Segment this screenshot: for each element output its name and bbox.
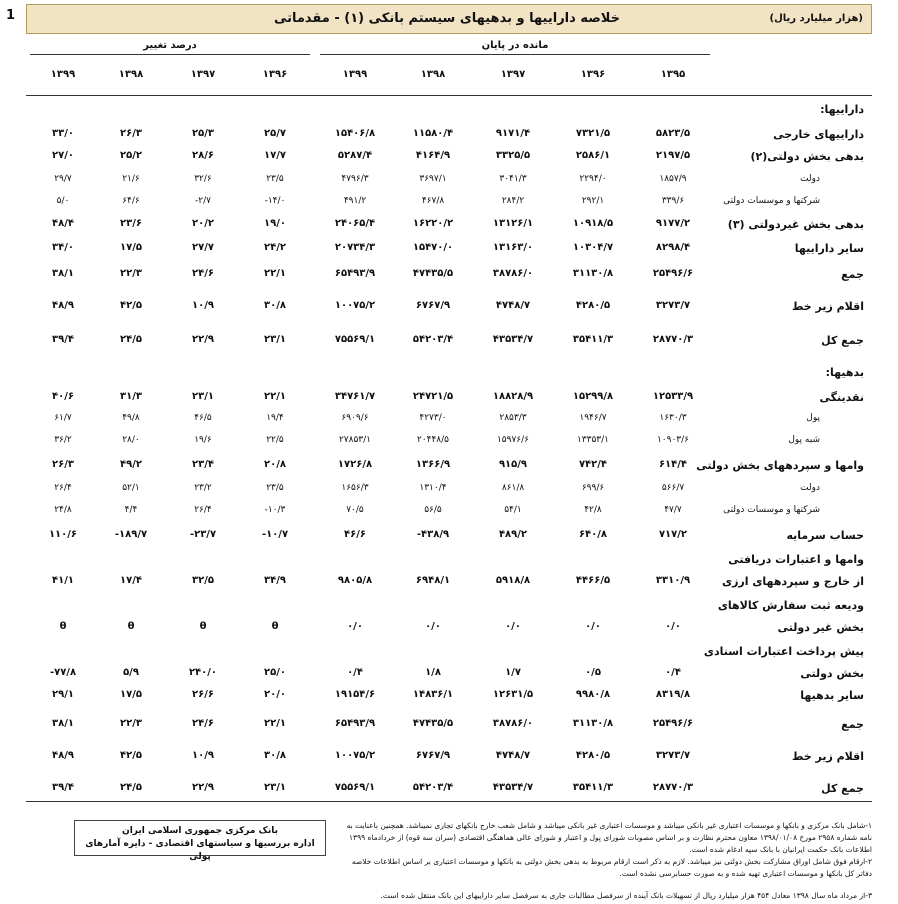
unit-label: (هزار میلیارد ریال) — [769, 13, 863, 24]
balance-cell: ۰/۵ — [585, 667, 601, 678]
change-cell: ۲۰/۲ — [192, 218, 214, 229]
table-row — [26, 481, 872, 499]
change-cell: ۳۹/۴ — [52, 334, 74, 345]
row-label: جمع — [841, 268, 864, 281]
change-cell: ۲۷/۰ — [52, 150, 74, 161]
balance-cell: ۳۳۲۵/۵ — [495, 150, 531, 161]
balance-cell: ۶۵۴۹۳/۹ — [334, 718, 376, 729]
balance-cell: ۵۹۱۸/۸ — [495, 575, 531, 586]
balance-cell: ۱۰۹۱۸/۵ — [572, 218, 614, 229]
change-cell: ۲۴/۵ — [120, 334, 142, 345]
balance-cell: ۳۳۱۰/۹ — [655, 575, 691, 586]
section-heading-row — [26, 101, 872, 119]
balance-cell: ۲۵۸۶/۱ — [575, 150, 611, 161]
balance-cell: ۴۷۴۸/۷ — [495, 750, 531, 761]
row-label: پیش پرداخت اعتبارات اسنادی — [703, 645, 864, 658]
row-label: شرکتها و موسسات دولتی — [723, 196, 820, 206]
table-row — [26, 527, 872, 545]
table-row — [26, 643, 872, 661]
table-bottom-line — [26, 801, 872, 802]
row-label: جمع کل — [821, 334, 864, 347]
change-cell: ۱۰/۹ — [192, 300, 214, 311]
row-label: شرکتها و موسسات دولتی — [723, 505, 820, 515]
table-row — [26, 780, 872, 798]
change-cell: ۴۹/۸ — [122, 413, 140, 423]
balance-cell: ۱۵۲۹۹/۸ — [572, 391, 614, 402]
balance-group-label: مانده در پایان — [481, 40, 549, 51]
balance-cell: ۱۵۴۷۰/۰ — [412, 242, 454, 253]
footnote-1: ۱-شامل بانک مرکزی و بانکها و موسسات اعتباری غیر بانکی میباشد و موسسات اعتباری غیر بانکی میباشد و شامل شعب خارج بانکهای تجاری نمیباشد. همچنین باعنایت به نامه شماره ۲۹۵۸ مورخ ۱۳۹۸/۰۱/۰۸ معاون محترم نظارت و بر اساس مصوبات شورای پول و اعتبار و شورای عالی هماهنگی اقتصادی (سران سه قوه) از خردادماه ۱۳۹۹ اطلاعات بانک حکمت ایرانیان با بانک سپه ادغام شده است. — [346, 821, 872, 854]
balance-cell: ۴۷۴۳۵/۵ — [412, 268, 454, 279]
balance-cell: ۱/۷ — [505, 667, 521, 678]
change-cell: ۴۲/۵ — [120, 300, 142, 311]
balance-cell: ۵۴۲۰۳/۴ — [412, 334, 454, 345]
table-row — [26, 457, 872, 475]
change-cell: ۳۹/۴ — [52, 782, 74, 793]
change-cell: -۷۷/۸ — [49, 667, 77, 678]
header-divider — [26, 95, 872, 96]
row-label: داراییهای خارجی — [773, 128, 864, 141]
change-cell: ۲۳/۱ — [264, 782, 286, 793]
change-cell: ۲۳/۵ — [266, 174, 284, 184]
change-cell: ۱۷/۵ — [120, 689, 142, 700]
change-cell: ۴۸/۹ — [52, 300, 74, 311]
balance-cell: ۴۷۴۳۵/۵ — [412, 718, 454, 729]
table-row — [26, 551, 872, 569]
row-label: بدهیها: — [825, 366, 864, 379]
balance-cell: ۱۸۵۷/۹ — [659, 174, 687, 184]
balance-group-line — [320, 54, 710, 55]
balance-cell: ۱۵۴۰۶/۸ — [334, 128, 376, 139]
change-cell: ۲۳/۱ — [264, 334, 286, 345]
change-cell: ۱۰/۹ — [192, 750, 214, 761]
change-cell: ۲۶/۴ — [54, 483, 72, 493]
change-cell: ۲۰/۰ — [264, 689, 286, 700]
table-row — [26, 194, 872, 212]
balance-year-header: ۱۳۹۹ — [342, 69, 368, 80]
balance-cell: ۲۸۴/۲ — [501, 196, 525, 206]
change-cell: ۲۲/۳ — [120, 268, 142, 279]
balance-cell: ۰/۰ — [665, 621, 681, 632]
change-cell: -۲/۷ — [195, 196, 211, 206]
change-cell: ۲۴/۵ — [120, 782, 142, 793]
change-cell: ۱۷/۴ — [120, 575, 142, 586]
change-cell: ۲۵/۰ — [264, 667, 286, 678]
row-label: دولت — [800, 174, 820, 184]
balance-cell: ۹۱۷۷/۲ — [655, 218, 691, 229]
balance-cell: ۳۲۷۳/۷ — [655, 300, 691, 311]
balance-cell: ۲۰۷۳۴/۳ — [334, 242, 376, 253]
change-cell: ۳۰/۸ — [264, 750, 286, 761]
change-cell: ۱۷/۷ — [264, 150, 286, 161]
change-cell: ۲۲/۱ — [264, 718, 286, 729]
change-cell: ۲۲/۹ — [192, 782, 214, 793]
change-cell: ۲۲/۱ — [264, 268, 286, 279]
change-cell: ۱۷/۵ — [120, 242, 142, 253]
row-label: پول — [806, 413, 820, 423]
change-cell: ۳۴/۹ — [264, 575, 286, 586]
change-cell: ۲۰/۸ — [264, 459, 286, 470]
balance-cell: ۴۲۸۰/۵ — [575, 750, 611, 761]
change-cell: ۳۴/۰ — [52, 242, 74, 253]
balance-cell: ۹۱۷۱/۴ — [495, 128, 531, 139]
row-label: بدهی بخش غیردولتی (۳) — [727, 218, 864, 231]
change-cell: ۲۳/۶ — [120, 218, 142, 229]
change-cell: -۲۳/۷ — [189, 529, 217, 540]
balance-year-header: ۱۳۹۶ — [580, 69, 606, 80]
change-cell: ۲۴/۲ — [264, 242, 286, 253]
balance-cell: ۱۳۱۰/۴ — [419, 483, 447, 493]
change-cell: ۲۲/۵ — [266, 435, 284, 445]
balance-cell: ۲۸۷۷۰/۳ — [652, 334, 694, 345]
bank-info-box — [74, 820, 326, 862]
table-row — [26, 240, 872, 258]
balance-cell: ۶۷۶۷/۹ — [415, 300, 451, 311]
balance-cell: ۶۵۴۹۳/۹ — [334, 268, 376, 279]
balance-year-header: ۱۳۹۸ — [420, 69, 446, 80]
balance-cell: ۳۳۹/۶ — [661, 196, 685, 206]
balance-cell: ۱۳۱۶۳/۰ — [492, 242, 534, 253]
row-label: شبه پول — [788, 435, 820, 445]
balance-cell: ۵۶۶/۷ — [661, 483, 685, 493]
balance-cell: ۱۴۸۳۶/۱ — [412, 689, 454, 700]
change-cell: -۱۰/۷ — [261, 529, 289, 540]
balance-cell: ۲۴۷۲۱/۵ — [412, 391, 454, 402]
balance-cell: ۲۹۲/۱ — [581, 196, 605, 206]
change-cell: ۲۲/۱ — [264, 391, 286, 402]
balance-cell: ۴۶/۶ — [344, 529, 366, 540]
change-cell: -۱۸۹/۷ — [114, 529, 148, 540]
balance-cell: ۷۴۲/۴ — [578, 459, 608, 470]
change-cell: ۲۴/۶ — [192, 268, 214, 279]
table-row — [26, 172, 872, 190]
balance-cell: ۱۲۶۳۱/۵ — [492, 689, 534, 700]
row-label: بخش دولتی — [800, 667, 864, 680]
row-label: وامها و سپردههای بخش دولتی — [696, 459, 864, 472]
row-label: سایر بدهیها — [800, 689, 864, 702]
balance-cell: ۰/۰ — [585, 621, 601, 632]
balance-cell: ۲۰۴۴۸/۵ — [416, 435, 450, 445]
change-year-header: ۱۳۹۹ — [50, 69, 76, 80]
balance-cell: ۶۷۶۷/۹ — [415, 750, 451, 761]
balance-cell: ۱۰۰۷۵/۲ — [334, 300, 376, 311]
balance-cell: ۴۴۶۶/۵ — [575, 575, 611, 586]
change-cell: ۱۹/۶ — [194, 435, 212, 445]
balance-cell: ۶۹۰۹/۶ — [341, 413, 369, 423]
balance-cell: ۱۶۵۶/۳ — [341, 483, 369, 493]
balance-cell: ۰/۰ — [505, 621, 521, 632]
balance-cell: ۴۸۹/۲ — [498, 529, 528, 540]
change-cell: ۲۳/۴ — [192, 459, 214, 470]
change-cell: ۴/۴ — [124, 505, 138, 515]
row-label: نقدینگی — [819, 391, 864, 404]
change-cell: ۲۵/۷ — [264, 128, 286, 139]
balance-cell: ۱۹۱۵۴/۶ — [334, 689, 376, 700]
change-cell: ۲۸/۶ — [192, 150, 214, 161]
balance-cell: ۳۸۷۸۶/۰ — [492, 268, 534, 279]
table-row — [26, 503, 872, 521]
change-cell: ۵۲/۱ — [122, 483, 140, 493]
balance-cell: ۲۲۹۴/۰ — [579, 174, 607, 184]
change-cell: θ — [271, 621, 279, 632]
table-header-bar — [26, 4, 872, 34]
table-row — [26, 597, 872, 615]
balance-cell: ۶۹۹/۶ — [581, 483, 605, 493]
change-cell: θ — [199, 621, 207, 632]
change-cell: ۲۳/۱ — [192, 391, 214, 402]
change-cell: ۲۳/۵ — [266, 483, 284, 493]
table-row — [26, 433, 872, 451]
balance-cell: ۵۴۲۰۳/۴ — [412, 782, 454, 793]
table-row — [26, 216, 872, 234]
department-name: اداره بررسیها و سیاستهای اقتصادی - دایره آمارهای پولی — [85, 839, 315, 862]
change-year-header: ۱۳۹۷ — [190, 69, 216, 80]
balance-cell: ۱۹۴۶/۷ — [579, 413, 607, 423]
change-cell: ۴۶/۵ — [194, 413, 212, 423]
section-heading-row — [26, 364, 872, 382]
balance-cell: ۷۵۵۶۹/۱ — [334, 782, 376, 793]
row-label: دولت — [800, 483, 820, 493]
balance-cell: ۱۸۸۲۸/۹ — [492, 391, 534, 402]
change-cell: ۵/۰ — [56, 196, 70, 206]
row-label: ودیعه ثبت سفارش کالاهای — [717, 599, 864, 612]
balance-cell: ۲۸۵۳/۳ — [499, 413, 527, 423]
change-cell: ۳۸/۱ — [52, 718, 74, 729]
balance-cell: ۱۳۶۶/۹ — [415, 459, 451, 470]
change-cell: ۱۹/۴ — [266, 413, 284, 423]
change-group-label: درصد تغییر — [143, 40, 197, 51]
balance-cell: ۵۲۸۷/۴ — [337, 150, 373, 161]
change-cell: ۲۸/۰ — [122, 435, 140, 445]
change-year-header: ۱۳۹۸ — [118, 69, 144, 80]
balance-cell: ۴۱۶۴/۹ — [415, 150, 451, 161]
row-label: جمع کل — [821, 782, 864, 795]
table-row — [26, 389, 872, 407]
balance-cell: ۳۵۴۱۱/۳ — [572, 782, 614, 793]
row-label: از خارج و سپردههای ارزی — [722, 575, 864, 588]
table-row — [26, 148, 872, 166]
row-label: سایر داراییها — [794, 242, 864, 255]
change-cell: ۳۲/۶ — [194, 174, 212, 184]
change-cell: ۲۹/۱ — [52, 689, 74, 700]
change-cell: ۶۱/۷ — [54, 413, 72, 423]
balance-cell: ۳۲۷۳/۷ — [655, 750, 691, 761]
balance-cell: ۱۶۳۰/۳ — [659, 413, 687, 423]
change-cell: ۳۶/۲ — [54, 435, 72, 445]
balance-cell: ۳۰۴۱/۳ — [499, 174, 527, 184]
balance-cell: ۱۰۳۰۴/۷ — [572, 242, 614, 253]
row-label: بدهی بخش دولتی(۲) — [750, 150, 864, 163]
balance-cell: ۶۹۴۸/۱ — [415, 575, 451, 586]
balance-cell: ۴۳۵۳۴/۷ — [492, 334, 534, 345]
balance-cell: ۰/۰ — [347, 621, 363, 632]
change-cell: ۵/۹ — [123, 667, 139, 678]
change-cell: ۱۹/۰ — [264, 218, 286, 229]
balance-cell: ۴۹۱/۲ — [343, 196, 367, 206]
change-cell: ۲۶/۴ — [194, 505, 212, 515]
footnote-2: ۲-ارقام فوق شامل اوراق مشارکت بخش دولتی نیز میباشد. لازم به ذکر است ارقام مربوط به بدهی بخش دولتی به بانکها و موسسات اعتباری بر اساس اطلاعات خلاصه دفاتر کل بانکها و موسسات اعتباری تهیه شده و به صورت حسابرسی نشده است. — [351, 857, 872, 878]
balance-cell: ۱۰۹۰۳/۶ — [656, 435, 690, 445]
balance-cell: ۰/۴ — [347, 667, 363, 678]
table-row — [26, 687, 872, 705]
balance-cell: ۵۸۲۳/۵ — [655, 128, 691, 139]
balance-cell: ۴۷/۷ — [664, 505, 682, 515]
balance-cell: ۱۵۹۷۶/۶ — [496, 435, 530, 445]
change-cell: ۴۱/۱ — [52, 575, 74, 586]
change-cell: ۴۸/۴ — [52, 218, 74, 229]
balance-cell: ۶۴۰/۸ — [578, 529, 608, 540]
balance-cell: ۰/۴ — [665, 667, 681, 678]
balance-cell: ۴۲۷۳/۰ — [419, 413, 447, 423]
balance-cell: ۲۷۸۵۳/۱ — [338, 435, 372, 445]
balance-cell: ۲۵۴۹۶/۶ — [652, 268, 694, 279]
table-row — [26, 266, 872, 284]
row-label: حساب سرمایه — [786, 529, 864, 542]
change-cell: ۲۴/۸ — [54, 505, 72, 515]
change-cell: ۲۶/۳ — [120, 128, 142, 139]
change-cell: -۱۴/۰ — [264, 196, 286, 206]
table-row — [26, 619, 872, 637]
change-cell: ۳۲/۵ — [192, 575, 214, 586]
change-cell: ۲۳/۲ — [194, 483, 212, 493]
footnote-3: ۳-از مرداد ماه سال ۱۳۹۸ معادل ۴۵۴ هزار میلیارد ریال از تسهیلات بانک آینده از سرفصل مطالبات جاری به سرفصل سایر داراییهای این بانک منتقل شده است. — [380, 891, 872, 900]
balance-cell: ۴۷۴۸/۷ — [495, 300, 531, 311]
change-cell: ۴۸/۹ — [52, 750, 74, 761]
balance-cell: ۹۹۸۰/۸ — [575, 689, 611, 700]
change-cell: ۳۰/۸ — [264, 300, 286, 311]
change-year-header: ۱۳۹۶ — [262, 69, 288, 80]
balance-cell: ۴۶۷/۸ — [421, 196, 445, 206]
balance-cell: ۱/۸ — [425, 667, 441, 678]
balance-cell: ۱۷۲۶/۸ — [337, 459, 373, 470]
change-cell: ۳۸/۱ — [52, 268, 74, 279]
change-cell: -۱۰/۳ — [264, 505, 286, 515]
change-cell: ۴۰/۶ — [52, 391, 74, 402]
balance-cell: ۷۱۷/۲ — [658, 529, 688, 540]
balance-cell: ۳۱۱۳۰/۸ — [572, 268, 614, 279]
balance-cell: ۸۲۹۸/۴ — [655, 242, 691, 253]
table-row — [26, 126, 872, 144]
row-label: اقلام زیر خط — [791, 750, 864, 763]
change-cell: ۴۲/۵ — [120, 750, 142, 761]
balance-cell: ۵۴/۱ — [504, 505, 522, 515]
table-row — [26, 716, 872, 734]
balance-cell: ۱۰۰۷۵/۲ — [334, 750, 376, 761]
balance-cell: ۳۸۷۸۶/۰ — [492, 718, 534, 729]
row-label: بخش غیر دولتی — [777, 621, 864, 634]
change-cell: ۲۴۰/۰ — [188, 667, 218, 678]
change-cell: ۲۲/۳ — [120, 718, 142, 729]
balance-cell: ۳۴۷۶۱/۷ — [334, 391, 376, 402]
change-cell: ۲۶/۳ — [52, 459, 74, 470]
table-row — [26, 332, 872, 350]
balance-year-header: ۱۳۹۵ — [660, 69, 686, 80]
row-label: اقلام زیر خط — [791, 300, 864, 313]
table-row — [26, 748, 872, 766]
change-cell: ۲۱/۶ — [122, 174, 140, 184]
change-cell: ۲۲/۹ — [192, 334, 214, 345]
balance-cell: ۰/۰ — [425, 621, 441, 632]
change-cell: θ — [127, 621, 135, 632]
balance-cell: ۷۰/۵ — [346, 505, 364, 515]
change-cell: ۲۷/۷ — [192, 242, 214, 253]
change-cell: θ — [59, 621, 67, 632]
balance-cell: ۵۶/۵ — [424, 505, 442, 515]
table-row — [26, 573, 872, 591]
page-number: 1 — [6, 8, 16, 23]
change-cell: ۲۵/۲ — [120, 150, 142, 161]
change-cell: ۲۵/۳ — [192, 128, 214, 139]
balance-cell: ۱۱۵۸۰/۴ — [412, 128, 454, 139]
change-cell: ۴۹/۲ — [120, 459, 142, 470]
bank-name: بانک مرکزی جمهوری اسلامی ایران — [122, 826, 278, 836]
change-cell: ۲۹/۷ — [54, 174, 72, 184]
row-label: جمع — [841, 718, 864, 731]
balance-cell: ۸۶۱/۸ — [501, 483, 525, 493]
balance-cell: ۳۵۴۱۱/۳ — [572, 334, 614, 345]
change-cell: ۲۴/۶ — [192, 718, 214, 729]
balance-cell: -۴۳۸/۹ — [416, 529, 450, 540]
table-title: خلاصه داراییها و بدهیهای سیستم بانکی (۱) - مقدماتی — [273, 11, 621, 26]
change-cell: ۳۳/۰ — [52, 128, 74, 139]
balance-cell: ۲۵۴۹۶/۶ — [652, 718, 694, 729]
change-group-line — [30, 54, 310, 55]
table-row — [26, 665, 872, 683]
balance-cell: ۱۳۳۵۳/۱ — [576, 435, 610, 445]
balance-cell: ۷۳۲۱/۵ — [575, 128, 611, 139]
balance-cell: ۱۲۵۳۳/۹ — [652, 391, 694, 402]
balance-cell: ۶۱۴/۴ — [658, 459, 688, 470]
balance-cell: ۳۶۹۷/۱ — [419, 174, 447, 184]
balance-year-header: ۱۳۹۷ — [500, 69, 526, 80]
balance-cell: ۴۲/۸ — [584, 505, 602, 515]
balance-cell: ۴۲۸۰/۵ — [575, 300, 611, 311]
balance-cell: ۹۱۵/۹ — [498, 459, 528, 470]
balance-cell: ۴۳۵۳۴/۷ — [492, 782, 534, 793]
balance-cell: ۹۸۰۵/۸ — [337, 575, 373, 586]
balance-cell: ۸۳۱۹/۸ — [655, 689, 691, 700]
change-cell: ۳۱/۳ — [120, 391, 142, 402]
balance-cell: ۱۶۲۲۰/۲ — [412, 218, 454, 229]
balance-cell: ۲۴۰۶۵/۴ — [334, 218, 376, 229]
change-cell: ۲۶/۶ — [192, 689, 214, 700]
change-cell: ۱۱۰/۶ — [48, 529, 78, 540]
change-cell: ۶۴/۶ — [122, 196, 140, 206]
balance-cell: ۱۳۱۲۶/۱ — [492, 218, 534, 229]
row-label: داراییها: — [820, 103, 864, 116]
table-row — [26, 411, 872, 429]
table-row — [26, 298, 872, 316]
balance-cell: ۲۸۷۷۰/۳ — [652, 782, 694, 793]
balance-cell: ۳۱۱۳۰/۸ — [572, 718, 614, 729]
balance-cell: ۴۷۹۶/۳ — [341, 174, 369, 184]
row-label: وامها و اعتبارات دریافتی — [728, 553, 864, 566]
balance-cell: ۷۵۵۶۹/۱ — [334, 334, 376, 345]
balance-cell: ۲۱۹۷/۵ — [655, 150, 691, 161]
